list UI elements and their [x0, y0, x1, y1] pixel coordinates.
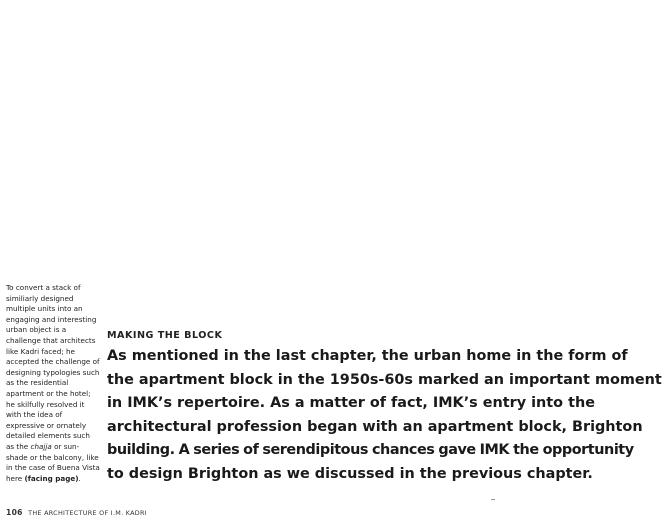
body-line-2: the apartment block in the 1950s-60s marked an important moment — [107, 371, 662, 388]
body-line-1: As mentioned in the last chapter, the urban home in the form of — [107, 348, 628, 364]
body-line-4: architectural profession began with an apartment block, Brighton — [107, 418, 643, 435]
caption-facing-page: (facing page) — [24, 473, 79, 483]
running-title: THE ARCHITECTURE OF I.M. KADRI — [28, 509, 147, 517]
body-line-6: to design Brighton as we discussed in the previous chapter. — [107, 465, 593, 482]
body-line-3: in IMK’s repertoire. As a matter of fact, IMK’s entry into the — [107, 395, 595, 412]
caption-text-1: To convert a stack of similiarly designed multiple units into an engaging and interesting urban object is a challenge that architects like Kadri faced; he accepted the challenge of designing typologies such as the residential apartment or the hotel; he skilfully resolved it with the idea of expressive or ornately detailed elements such as the — [6, 283, 100, 451]
page-footer — [6, 508, 147, 517]
body-line-5: building. A series of serendipitous chances gave IMK the opportunity — [107, 442, 634, 459]
print-speck — [491, 499, 495, 500]
caption-text-2: or sun-shade or the balcony, like in the case of Buena Vista here — [6, 441, 100, 483]
body-paragraph — [107, 345, 662, 487]
page-number: 106 — [6, 508, 23, 517]
caption-italic-chajja: chajja — [30, 441, 52, 451]
caption-text-3: . — [78, 473, 81, 483]
figure-caption — [6, 283, 100, 484]
section-heading: MAKING THE BLOCK — [107, 330, 223, 341]
